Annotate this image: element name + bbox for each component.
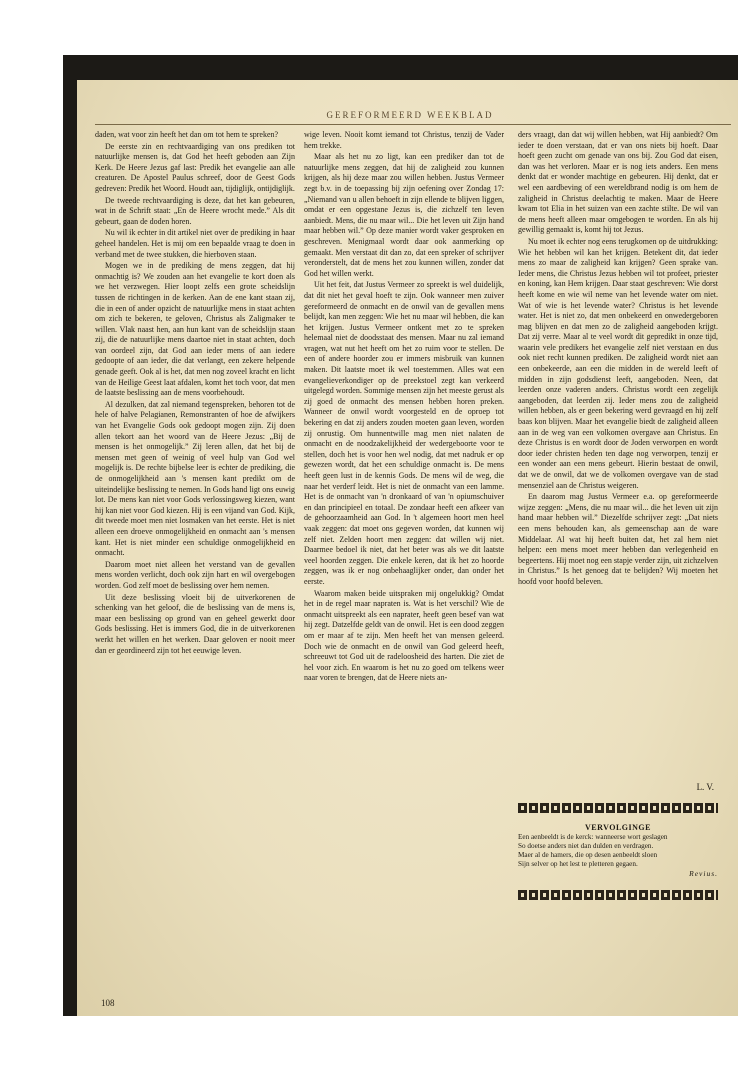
poem-author: Revius. bbox=[689, 869, 718, 879]
paragraph: wige leven. Nooit komt iemand tot Christus, tenzij de Vader hem trekke. bbox=[304, 130, 504, 150]
paragraph: Mogen we in de prediking de mens zeggen, dat hij onmachtig is? We zouden aan het evangelie te kort doen als we het verzwegen. Hier loopt zelfs een grote scheidslijn tussen de richtingen in de kerken. Aan de ene kant staan zij, die in een of ander opzicht de natuurlijke mens in staat achten om zich te bekeren, te geloven, Christus als Zaligmaker te willen. Vlak naast hen, aan hun kant van de scheidslijn staan zij, die de natuurlijke mens daartoe niet in staat achten, doch van oordeel zijn, dat God aan ieder mens of aan iedere gedoopte of aan ieder, die dat verlangt, een zekere helpende genade geeft. Ook al is het, dat men nog zoveel kracht en licht van de Heilige Geest laat afdalen, komt het toch voor, dat men de laatste beslissing aan de mens voorbehoudt. bbox=[95, 261, 295, 398]
poem-line: Maer al de hamers, die op desen aenbeeldt sloen bbox=[518, 851, 658, 860]
page-header: GEREFORMEERD WEEKBLAD bbox=[326, 110, 494, 120]
paragraph: De eerste zin en rechtvaardiging van ons prediken tot natuurlijke mensen is, dat God het heeft geboden aan Zijn Kerk. De Heere Jezus gaf last: Predik het evangelie aan alle creaturen. De Apostel Paulus schreef, door de Geest Gods gedreven: Predik het Woord. Houdt aan, tijdiglijk, ontijdiglijk. bbox=[95, 141, 295, 193]
column-3-text bbox=[518, 130, 718, 780]
paragraph: Daarom moet niet alleen het verstand van de gevallen mens worden verlicht, doch ook zijn hart en wil overgebogen worden. God zelf moet de beslissing over hem nemen. bbox=[95, 559, 295, 590]
scan-background bbox=[63, 55, 738, 1016]
text-column-2 bbox=[304, 130, 504, 992]
text-column-1 bbox=[95, 130, 295, 992]
paragraph: Waarom maken beide uitspraken mij ongelukkig? Omdat het in de regel maar napraten is. Wat is het verschil? Wie de onmacht uitspreekt als een naprater, heeft geen besef van wat hij zegt. Datzelfde geldt van de onwil. Het is een dood zeggen om er maar af te zijn. Men heeft het van mensen geleerd. Doch wie de onmacht en de onwil van God geleerd heeft, schreeuwt tot God uit de radeloosheid des harten. Die ziet de hel voor zich. En waarom is het nu zo goed om telkens weer naar voren te brengen, dat de Heere niets an- bbox=[304, 588, 504, 683]
ornament-border-bottom bbox=[518, 890, 718, 900]
page-number: 108 bbox=[101, 998, 115, 1008]
poem-lines bbox=[518, 833, 718, 869]
paragraph: Al dezulken, dat zal niemand tegenspreken, behoren tot de hele of halve Pelagianen, Remonstranten of hoe de afwijkers van het Evangelie Gods ook gedoopt mogen zijn. Zij doen allen tekort aan het woord van de Heere Jezus: „Bij de mensen is het onmogelijk.” Zij leren allen, dat het bij de mensen met geen of weinig of veel hulp van God wel mogelijk is. De rechte bijbelse leer is echter de prediking, die de onmogelijkheid aan 's mensen kant predikt om de uiteindelijke beslissing te nemen. In Gods hand ligt ons euwig lot. De mens kan niet voor Gods verlossingsweg kiezen, want hij kan niet voor God kiezen. Hij is een vijand van God. Kijk, dit tweede moet men niet losmaken van het eerste. Het is niet alleen een droeve onmogelijkheid en onmacht aan 's mensen kant. Het is niet minder een schuldige onmogelijkheid en onmacht. bbox=[95, 399, 295, 558]
paragraph: daden, wat voor zin heeft het dan om tot hem te spreken? bbox=[95, 130, 279, 139]
ornament-border-top bbox=[518, 803, 718, 813]
paragraph: Nu moet ik echter nog eens terugkomen op de uitdrukking: Wie het hebben wil kan het krijgen. Betekent dit, dat ieder mens zo maar de zaligheid kan krijgen? Geen sprake van. Ieder mens, die Christus Jezus hebben wil tot profeet, priester en koning, kan Hem krijgen. Daar staat geschreven: Wie dorst heeft kome en wie wil neme van het levende water om niet. Wat of wie is het levende water? Christus is het levende water. Het is niet zo, dat men onbekeerd en onwedergeboren mag blijven en dat men zo de zaligheid aangeboden krijgt. Dat zij verre. Maar al te veel wordt dit gepredikt in onze tijd, waarin vele predikers het evangelie zelf niet verstaan en dus ook niet recht kunnen prediken. De zaligheid wordt niet aan een onbekeerde, aan een die midden in de wereld leeft of midden in zijn godsdienst leeft, aangeboden. Neen, dat leerden onze vaderen anders. Christus wordt een zegelijk aangeboden, dat leerden zij. Ieder mens zou de zaligheid willen hebben, als er geen bekering werd gevraagd en hij zelf baas kon blijven. Maar het evangelie biedt de zaligheid alleen aan in de weg van een volkomen overgave aan Christus. En deze Christus is en wordt door de Joden verworpen en wordt door ieder christen heden ten dage nog verworpen, tenzij er een wonder aan een mens gebeurt. Hierin bestaat de onwil, dat we de onwil, dat we de volkomen overgave van de stad mensenziel aan de Christus weigeren. bbox=[518, 236, 718, 490]
header-rule bbox=[95, 124, 731, 125]
paragraph: Maar als het nu zo ligt, kan een prediker dan tot de natuurlijke mens zeggen, dat hij de zaligheid zou kunnen krijgen, als hij deze maar zou willen hebben. Justus Vermeer zegt b.v. in de toepassing bij zijn oefening over Zondag 17: „Niemand van u allen behoeft in zijn ellende te blijven liggen, omdat er een opgestane Jezus is, die zichzelf ten leven aanbiedt. Mens, die nu maar wil... Die het leven uit Zijn hand maar hebben wil.” Op deze manier wordt vaker gesproken en geschreven. Menigmaal wordt daar ook aanmerking op gemaakt. Men verstaat dit dan zo, dat een spreker of schrijver veronderstelt, dat de mens het zou kunnen willen, zonder dat God het willen werkt. bbox=[304, 152, 504, 278]
poem-line: So doetse anders niet dan dulden en verdragen. bbox=[518, 842, 654, 851]
poem-title: VERVOLGINGE bbox=[585, 822, 651, 832]
article-signature: L. V. bbox=[696, 782, 714, 792]
paragraph: En daarom mag Justus Vermeer e.a. op gereformeerde wijze zeggen: „Mens, die nu maar wil... die het leven uit zijn hand maar hebben wil.” Diezelfde schrijver zegt: „Dat niets een mens behouden kan, als gemeenschap aan de ware Middelaar. Al wat hij heeft buiten dat, het zal hem niet helpen: een mens moet meer hebben dan verlegenheid en begeertens. Hij moet nog een stapje verder zijn, uit zichzelven in Christus.” Is het genoeg dat te belijden? Wij moeten het hoofd voor hoofd beleven. bbox=[518, 492, 718, 586]
paragraph: ders vraagt, dan dat wij willen hebben, wat Hij aanbiedt? Om ieder te doen verstaan, dat er van ons niets bij hoeft. Daar hoeft geen zucht om genade van ons bij. Zou God dat eisen, dan was het verloren. Maar er is nog iets anders. Een mens denkt dat er wonder machtige en gebeuren. Hij denkt, dat er wel een aardbeving of een wereldbrand nodig is om hem de zaligheid in Christus deelachtig te maken. Maar de Heere kwam tot Elia in het suizen van een zachte stilte. De wil van de mens heeft alleen maar omgebogen te worden. En als hij gewillig gemaakt is, komt hij tot Jezus. bbox=[518, 130, 718, 235]
poem-line: Een aenbeeldt is de kerck: wanneerse wort geslagen bbox=[518, 833, 668, 842]
text-column-3 bbox=[518, 130, 718, 992]
paragraph: Nu wil ik echter in dit artikel niet over de prediking in haar geheel handelen. Het is mij om een bepaalde vraag te doen in verband met de twee stukken, die hierboven staan. bbox=[95, 228, 295, 259]
paragraph: De tweede rechtvaardiging is deze, dat het kan gebeuren, wat in de Schrift staat: „En de Heere wrocht mede.” Als dit gebeurt, gaan de doden horen. bbox=[95, 195, 295, 226]
paragraph: Uit het feit, dat Justus Vermeer zo spreekt is wel duidelijk, dat dit niet het geval hoeft te zijn. Ook wanneer men zuiver gereformeerd de onmacht en de onwil van de gevallen mens belijdt, kan men zeggen: Wie het nu maar wil hebben, die kan het krijgen. Justus Vermeer ontkent met zo te spreken helemaal niet de doodsstaat des mensen. Maar nu zal iemand vragen, wat nut het heeft om het zo ruim voor te stellen. De een of andere hoorder zou er immers misbruik van kunnen maken. Dit laatste moet ik wel toestemmen. Alles wat een evangelieverkondiger op de preekstoel zegt kan verkeerd uitgelegd worden. Sommige mensen zijn het meeste gerust als zij goed de onmacht des mensen hebben horen preken. Wanneer de onwil wordt voorgesteld en de oproep tot bekering en dat zij anders zouden moeten gaan leven, worden zij onrustig. Om hunnentwille mag men niet nalaten de onmacht en de noodzakelijkheid der wedergeboorte voor te stellen, doch het is voor hen wel nodig, dat met nadruk er op gewezen wordt, dat het een schuldige onmacht is. De mens heeft geen lust in de kennis Gods. De mens wil de weg, die naar het verderf leidt. Het is niet de onmacht van een lamme. Het is de onmacht van 'n dronkaard of van 'n opiumschuiver en dan principieel en totaal. De zondaar heeft een afkeer van de gehoorzaamheid aan God. In 't algemeen hoort men heel vaak zeggen: dat moet ons gegeven worden, dat kunnen wij zelf niet. Zelden hoort men zeggen: dat willen wij niet. Daarmee bedoel ik niet, dat het beter was als we dit laatste veel hoorden zeggen. Die enkele keren, dat ik het zo hoorde zeggen, was ik er nog onbehaaglijker onder, dan onder het eerste. bbox=[304, 280, 504, 586]
paragraph: Uit deze beslissing vloeit bij de uitverkorenen de schenking van het geloof, die de beslissing van de mens is, maar een beslissing op grond van en geheel gewerkt door Gods beslissing. Het is immers God, die in de uitverkorenen werkt het willen en het werken. Daar geloven er nooit meer dan er geordineerd zijn tot het eeuwige leven. bbox=[95, 592, 295, 655]
poem-line: Sijn selver op het lest te pletteren gegaen. bbox=[518, 860, 638, 869]
page-paper bbox=[77, 80, 738, 1016]
